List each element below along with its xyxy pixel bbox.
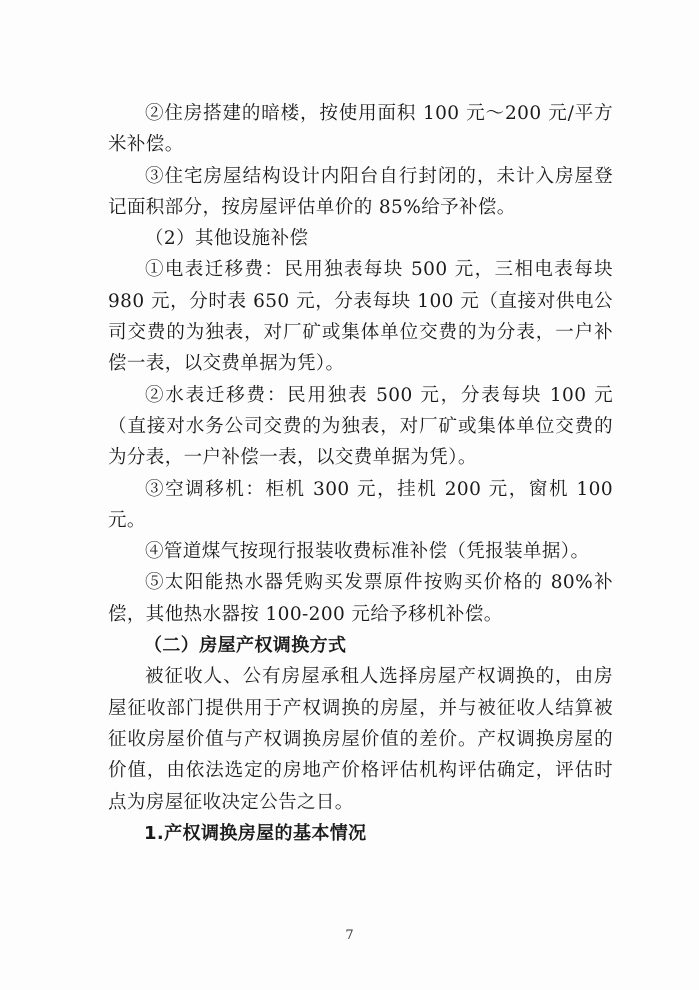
heading-property-exchange: （二）房屋产权调换方式 — [144, 635, 347, 657]
document-body — [108, 98, 613, 849]
paragraph-balcony-compensation: ③住宅房屋结构设计内阳台自行封闭的，未计入房屋登记面积部分，按房屋评估单价的 85%给予补偿。 — [108, 165, 613, 218]
paragraph-attic-compensation: ②住房搭建的暗楼，按使用面积 100 元～200 元/平方米补偿。 — [108, 103, 613, 156]
paragraph-electric-meter: ①电表迁移费：民用独表每块 500 元，三相电表每块 980 元，分时表 650 元，分表每块 100 元（直接对供电公司交费的为独表，对厂矿或集体单位交费的为分表，一户补偿一表，以交费单据为凭）。 — [108, 259, 613, 375]
paragraph-solar-heater: ⑤太阳能热水器凭购买发票原件按购买价格的 80%补偿，其他热水器按 100-200 元给予移机补偿。 — [108, 572, 613, 625]
page-number: 7 — [345, 928, 354, 943]
subheading-other-facilities: （2）其他设施补偿 — [145, 228, 309, 250]
paragraph-water-meter: ②水表迁移费：民用独表 500 元，分表每块 100 元（直接对水务公司交费的为独表，对厂矿或集体单位交费的为分表，一户补偿一表，以交费单据为凭）。 — [108, 384, 613, 469]
paragraph-air-conditioner: ③空调移机：柜机 300 元，挂机 200 元，窗机 100 元。 — [108, 478, 613, 531]
paragraph-gas-pipeline: ④管道煤气按现行报装收费标准补偿（凭报装单据）。 — [145, 541, 590, 563]
heading-exchange-basic-info: 1.产权调换房屋的基本情况 — [144, 822, 367, 844]
paragraph-property-exchange: 被征收人、公有房屋承租人选择房屋产权调换的，由房屋征收部门提供用于产权调换的房屋，并与被征收人结算被征收房屋价值与产权调换房屋价值的差价。产权调换房屋的价值，由依法选定的房地产价格评估机构评估确定，评估时点为房屋征收决定公告之日。 — [108, 666, 613, 813]
